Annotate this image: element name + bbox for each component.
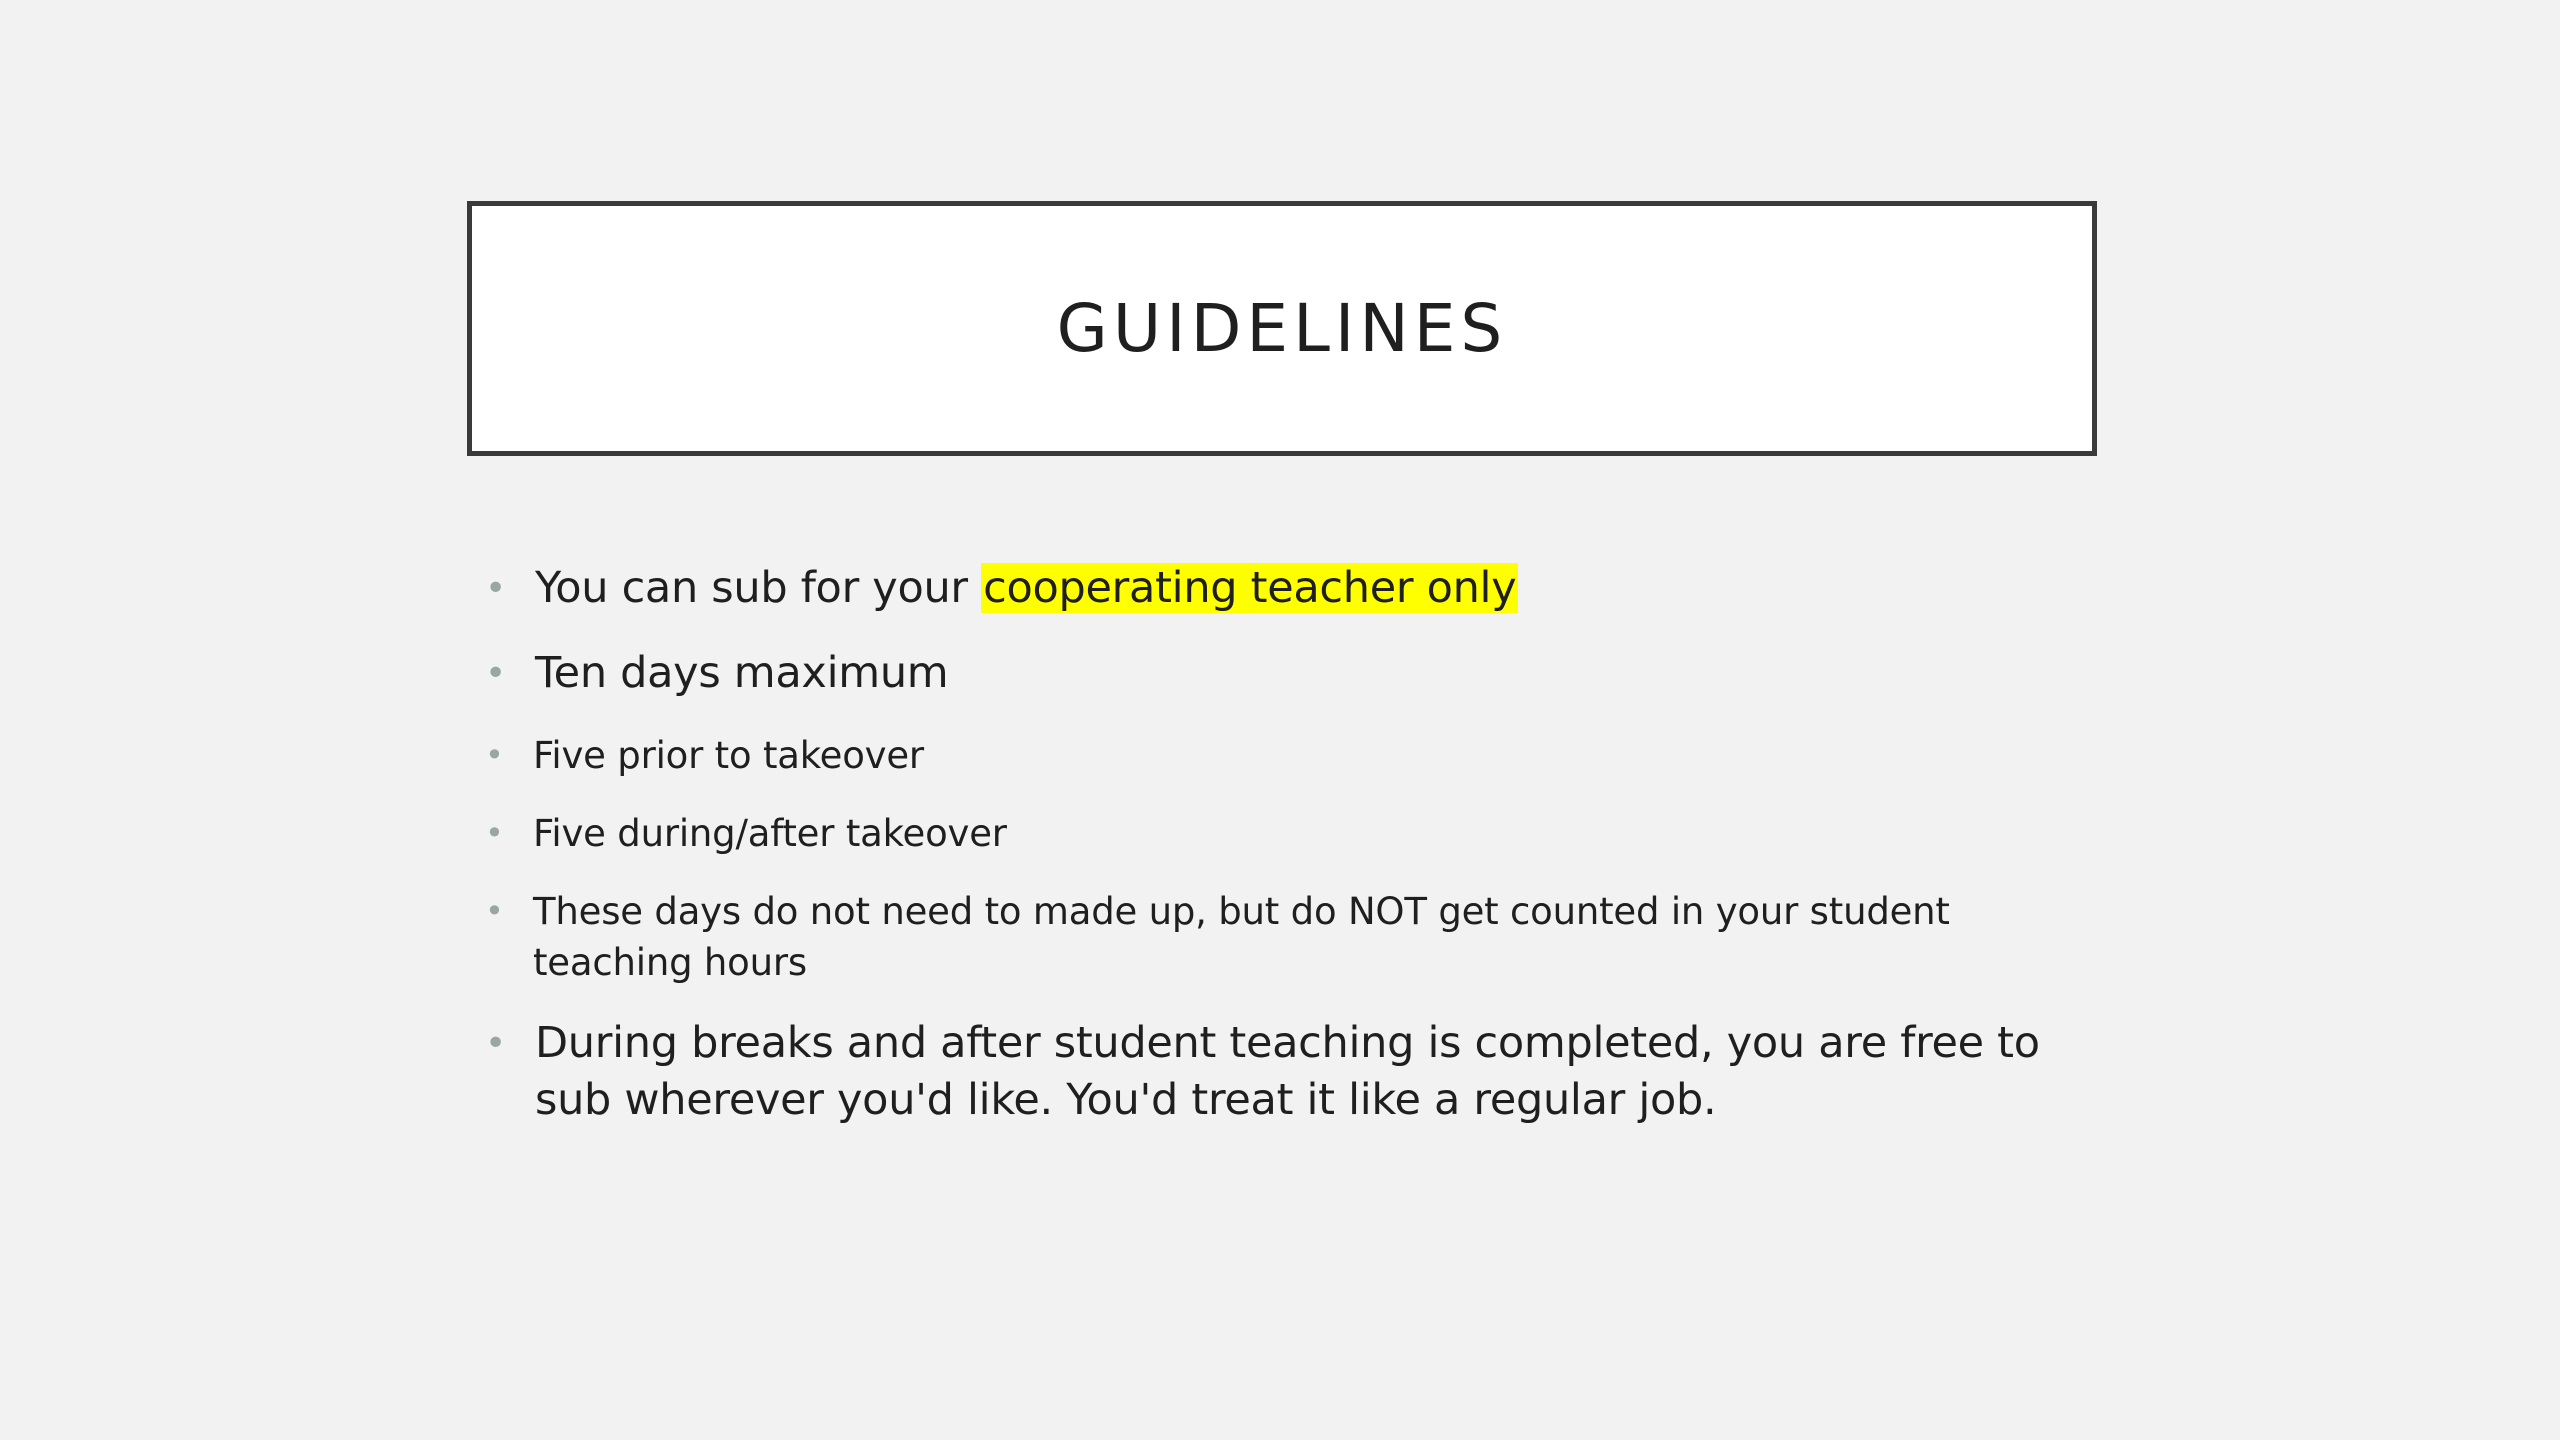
highlighted-text: cooperating teacher only [983, 563, 1517, 613]
title-box [467, 201, 2097, 456]
sub-bullet-text: Five prior to takeover [533, 734, 924, 777]
bullet-text: You can sub for your [535, 563, 982, 613]
sub-bullet-text: Five during/after takeover [533, 812, 1007, 855]
sub-bullet-item [485, 730, 2095, 781]
bullet-text: During breaks and after student teaching is completed, you are free to sub wherever you'd like. You'd treat it like a regular job. [535, 1018, 2040, 1125]
bullet-icon: • [485, 653, 506, 694]
bullet-list [485, 560, 2095, 702]
sub-bullet-list [485, 730, 2095, 988]
bullet-item [485, 645, 2095, 702]
bullet-icon: • [485, 736, 504, 774]
slide-title: GUIDELINES [1056, 290, 1508, 367]
bullet-text: Ten days maximum [535, 648, 949, 698]
bullet-item [485, 1015, 2095, 1129]
slide-content [485, 560, 2095, 1157]
bullet-item [485, 560, 2095, 617]
bullet-icon: • [485, 892, 504, 930]
bullet-list [485, 1015, 2095, 1129]
bullet-icon: • [485, 568, 506, 609]
bullet-icon: • [485, 1023, 506, 1064]
sub-bullet-item [485, 886, 2095, 988]
bullet-icon: • [485, 814, 504, 852]
sub-bullet-text: These days do not need to made up, but do NOT get counted in your student teaching hours [533, 890, 1950, 984]
sub-bullet-item [485, 808, 2095, 859]
